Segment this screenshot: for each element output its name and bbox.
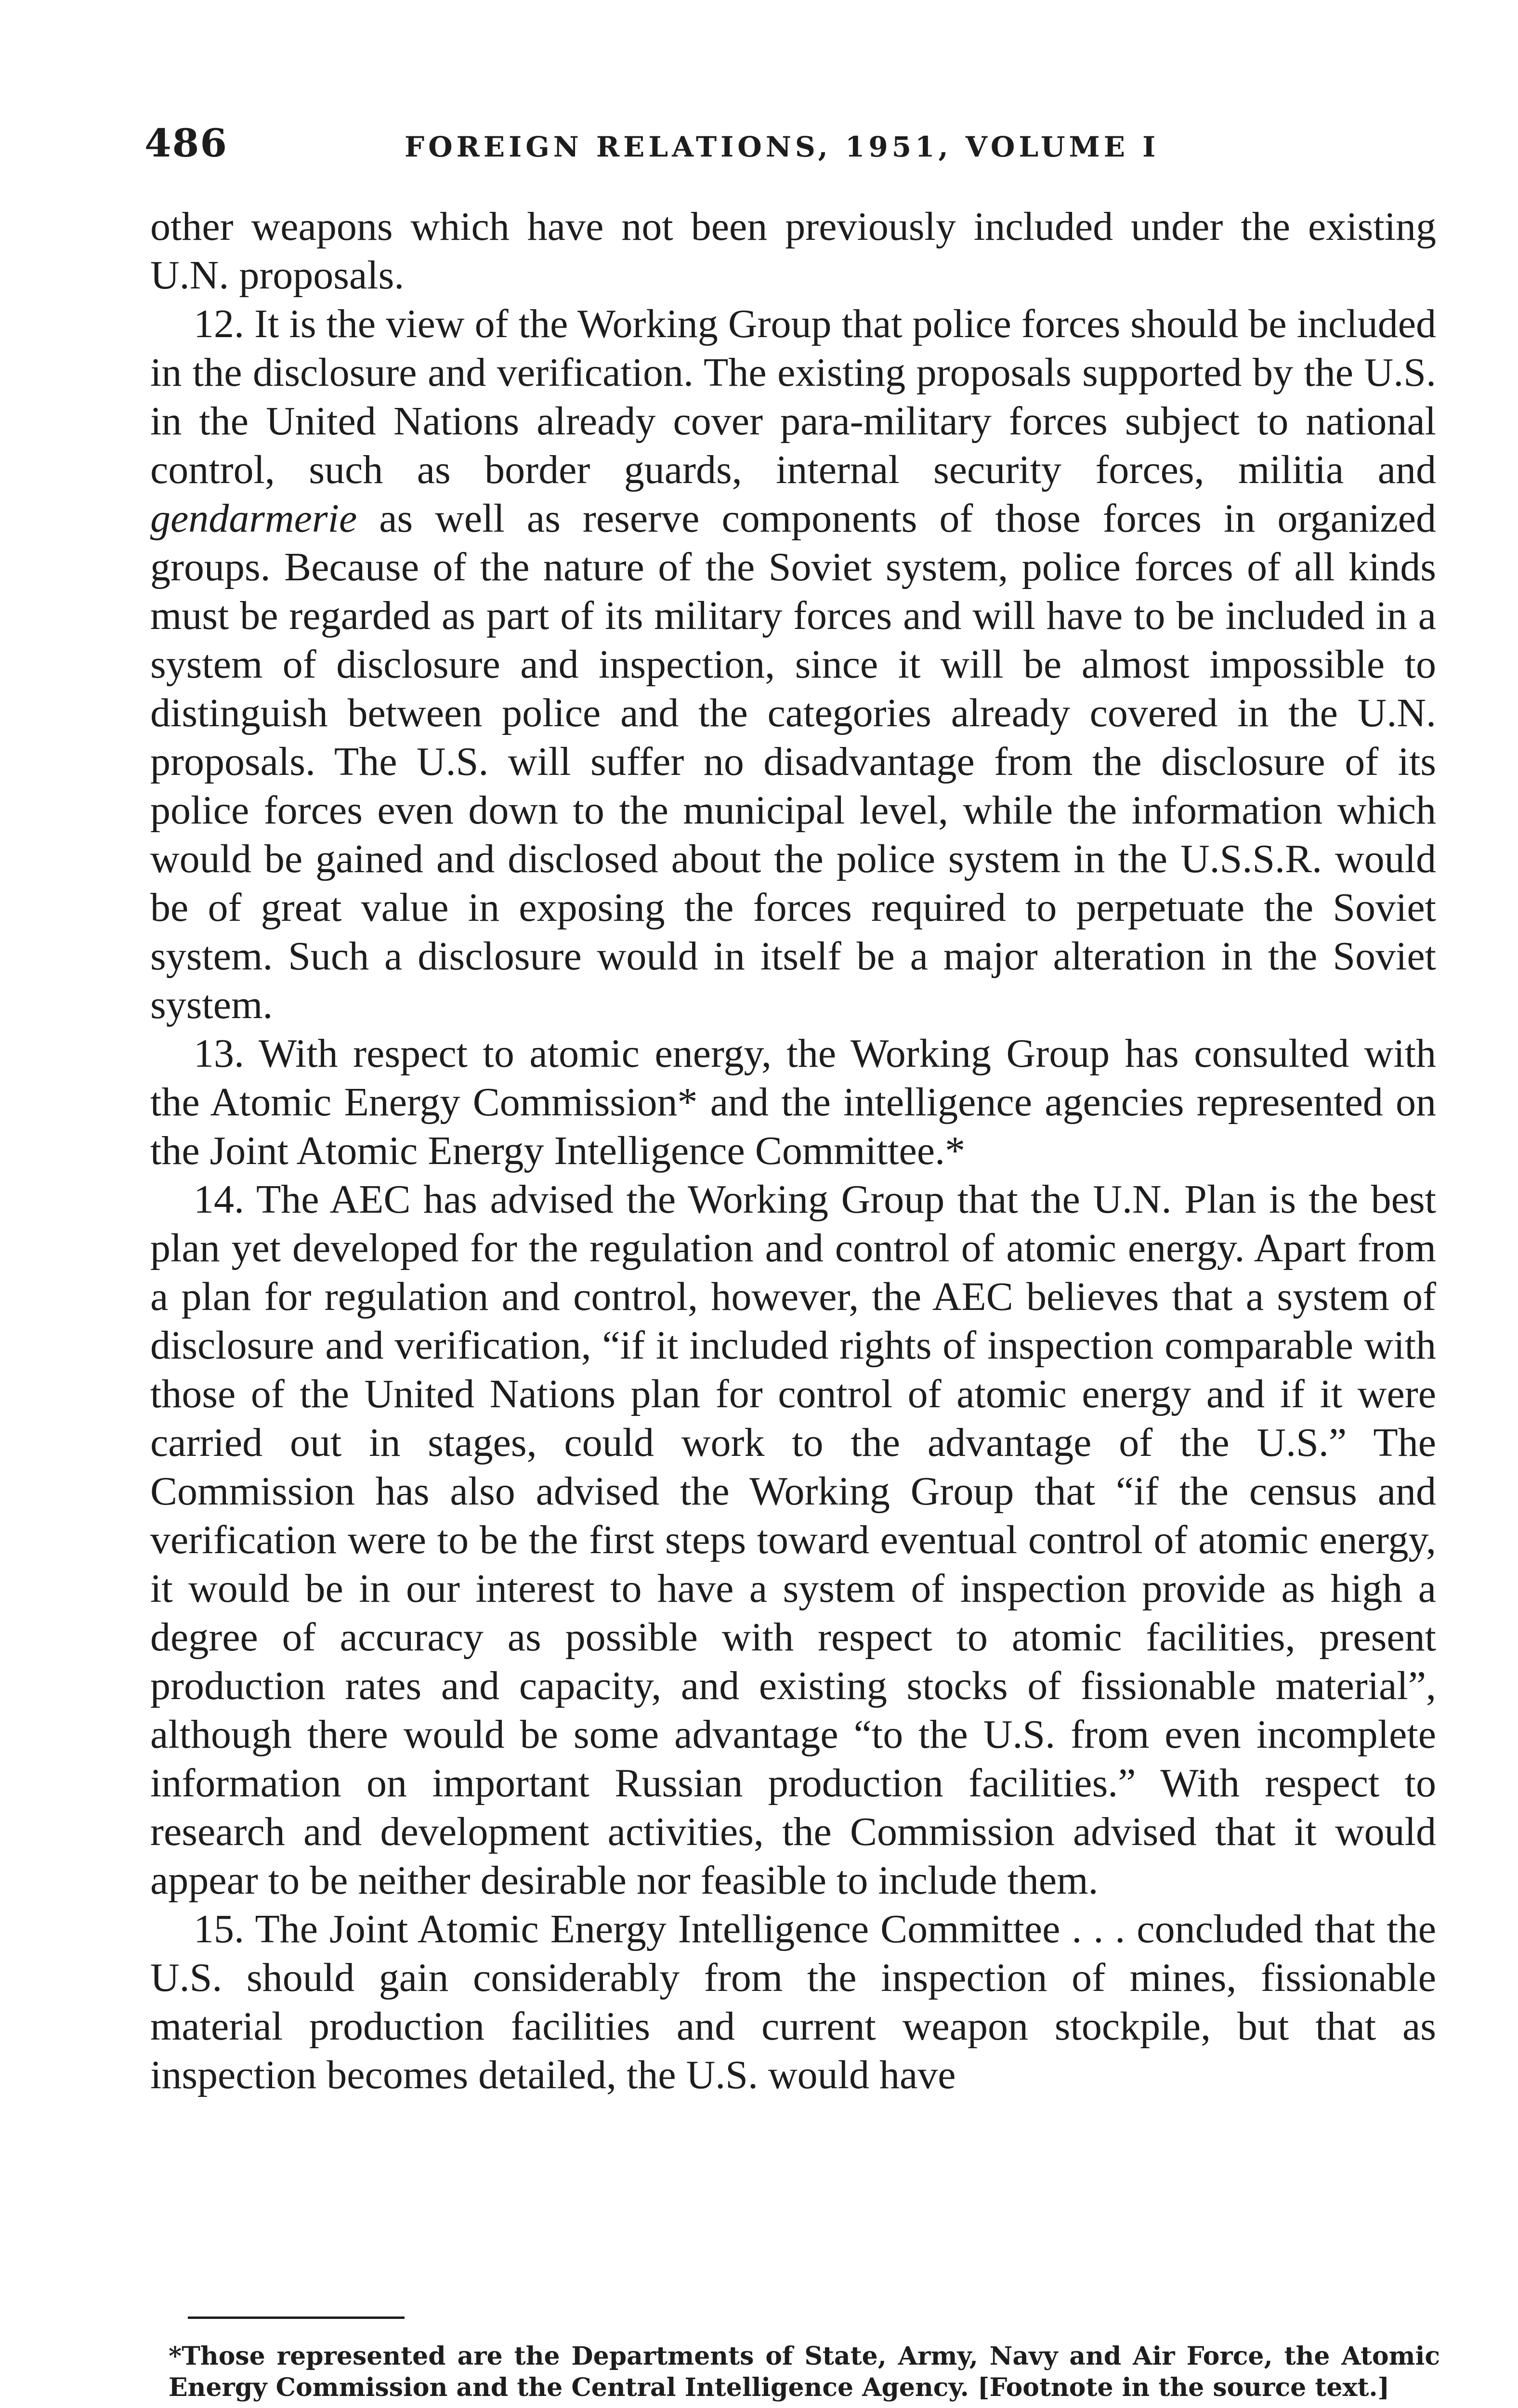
paragraph-12-end: as well as reserve components of those forces in organized groups. Because of the nature of the Soviet system, police forces of all kinds must be regarded as part of its military forces and will have to be included in a system of disclosure and inspection, since it will be almost impossible to distinguish between police and the categories already covered in the U.N. proposals. The U.S. will suffer no disadvantage from the disclosure of its police forces even down to the municipal level, while the information which would be gained and disclosed about the police system in the U.S.S.R. would be of great value in exposing the forces required to perpetuate the Soviet system. Such a disclosure would in itself be a major alteration in the Soviet system.: [150, 496, 1436, 1027]
footnote-divider: [188, 2316, 405, 2319]
body-text: [150, 202, 1436, 2099]
continuation-paragraph: other weapons which have not been previously included under the existing U.N. proposals.: [150, 204, 1436, 298]
paragraph-14: 14. The AEC has advised the Working Group that the U.N. Plan is the best plan yet developed for the regulation and control of atomic energy. Apart from a plan for regulation and control, however, the AEC believes that a system of disclosure and verification, “if it included rights of inspection comparable with those of the United Nations plan for control of atomic energy and if it were carried out in stages, could work to the advantage of the U.S.” The Commission has also advised the Working Group that “if the census and verification were to be the first steps toward eventual control of atomic energy, it would be in our interest to have a system of inspection provide as high a degree of accuracy as possible with respect to atomic facilities, present production rates and capacity, and existing stocks of fissionable material”, although there would be some advantage “to the U.S. from even incomplete information on important Russian production facilities.” With respect to research and development activities, the Commission advised that it would appear to be neither desirable nor feasible to include them.: [150, 1177, 1436, 1903]
paragraph-12-start: 12. It is the view of the Working Group that police forces should be included in the disclosure and verification. The existing proposals supported by the U.S. in the United Nations already cover para-military forces subject to national control, such as border guards, internal security forces, militia and: [150, 301, 1436, 492]
paragraph-13: 13. With respect to atomic energy, the Working Group has consulted with the Atomic Energy Commission* and the intelligence agencies represented on the Joint Atomic Energy Intelligence Committee.*: [150, 1031, 1436, 1173]
footnote: *Those represented are the Departments of State, Army, Navy and Air Force, the Atomic Energy Commission and the Central Intelligence Agency. [Footnote in the source text.]: [169, 2342, 1440, 2402]
page-header: [144, 120, 1445, 173]
paragraph-12-italic-term: gendarmerie: [150, 496, 357, 541]
page-number: 486: [144, 120, 228, 166]
paragraph-12: [150, 300, 1436, 1029]
paragraph-15: 15. The Joint Atomic Energy Intelligence Committee . . . concluded that the U.S. should gain considerably from the inspection of mines, fissionable material production facilities and current weapon stockpile, but that as inspection becomes detailed, the U.S. would have: [150, 1907, 1436, 2097]
running-head: FOREIGN RELATIONS, 1951, VOLUME I: [405, 131, 1160, 163]
